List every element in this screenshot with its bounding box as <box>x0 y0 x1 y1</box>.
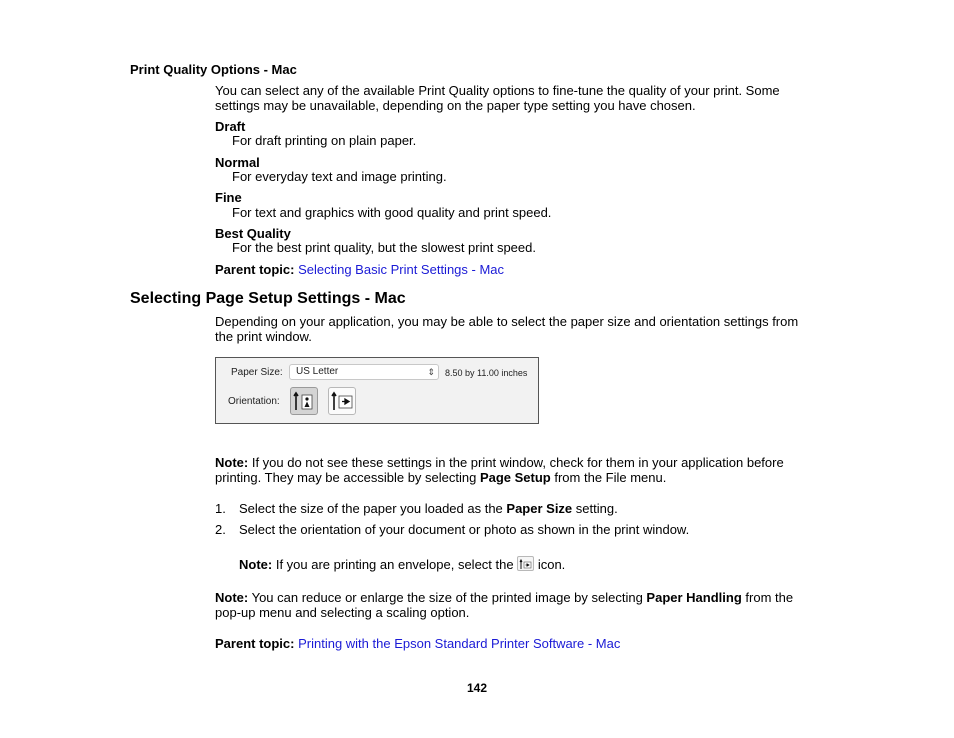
section-heading-page-setup: Selecting Page Setup Settings - Mac <box>130 290 406 307</box>
step-text: Select the size of the paper you loaded as the <box>239 501 507 516</box>
orientation-label: Orientation: <box>228 396 280 407</box>
option-desc-best-quality: For the best print quality, but the slowest print speed. <box>232 240 536 255</box>
paper-size-select[interactable] <box>289 364 439 380</box>
note-label: Note: <box>239 557 273 572</box>
landscape-icon <box>329 388 355 414</box>
parent-topic-link[interactable]: Selecting Basic Print Settings - Mac <box>298 262 505 277</box>
option-desc-normal: For everyday text and image printing. <box>232 169 447 184</box>
landscape-orientation-button[interactable] <box>328 387 356 415</box>
paper-size-value: US Letter <box>296 366 339 377</box>
note-text: You can reduce or enlarge the size of the printed image by selecting <box>248 590 647 605</box>
note-text: If you are printing an envelope, select the <box>272 557 518 572</box>
note-envelope <box>239 555 565 575</box>
page-setup-intro: Depending on your application, you may be able to select the paper size and orientation settings from the print window. <box>215 314 799 344</box>
note-bold: Paper Handling <box>646 590 742 605</box>
portrait-icon <box>291 388 317 414</box>
step-1-text <box>239 501 618 516</box>
intro-paragraph: You can select any of the available Print Quality options to fine-tune the quality of your print. Some settings may be unavailable, depending on the paper type setting you have chosen. <box>215 83 780 113</box>
step-text: Select the orientation of your document or photo as shown in the print window. <box>239 522 690 537</box>
option-term-draft: Draft <box>215 119 246 134</box>
parent-topic-label: Parent topic: <box>215 262 295 277</box>
chevron-updown-icon: ⇕ <box>427 367 435 377</box>
step-text: setting. <box>572 501 618 516</box>
parent-topic-2 <box>215 636 620 651</box>
note-text: icon. <box>534 557 566 572</box>
note-label: Note: <box>215 455 249 470</box>
parent-topic-1 <box>215 262 504 277</box>
note-bold: Page Setup <box>479 470 551 485</box>
landscape-orientation-icon <box>517 556 534 571</box>
parent-topic-label: Parent topic: <box>215 636 295 651</box>
option-desc-draft: For draft printing on plain paper. <box>232 133 417 148</box>
page-number: 142 <box>466 681 488 695</box>
paper-size-label: Paper Size: <box>231 367 283 378</box>
option-term-best-quality: Best Quality <box>215 226 291 241</box>
note-label: Note: <box>215 590 249 605</box>
option-term-normal: Normal <box>215 155 260 170</box>
paper-dimensions: 8.50 by 11.00 inches <box>445 368 528 378</box>
note-text: If you do not see these settings in the print window, check for them in your application before printing. They may be accessible by selecting <box>215 455 784 485</box>
step-number: 2. <box>215 522 226 537</box>
step-bold: Paper Size <box>506 501 573 516</box>
step-2-text <box>239 522 689 537</box>
note-text: from the pop-up menu and selecting a scaling option. <box>215 590 794 620</box>
page-setup-dialog <box>215 357 539 424</box>
parent-topic-link[interactable]: Printing with the Epson Standard Printer Software - Mac <box>298 636 621 651</box>
note-text: from the File menu. <box>550 470 667 485</box>
note-page-setup <box>215 455 810 485</box>
portrait-orientation-button[interactable] <box>290 387 318 415</box>
option-term-fine: Fine <box>215 190 242 205</box>
section-heading-print-quality: Print Quality Options - Mac <box>130 62 297 77</box>
option-desc-fine: For text and graphics with good quality and print speed. <box>232 205 552 220</box>
note-scaling <box>215 590 810 620</box>
step-number: 1. <box>215 501 226 516</box>
